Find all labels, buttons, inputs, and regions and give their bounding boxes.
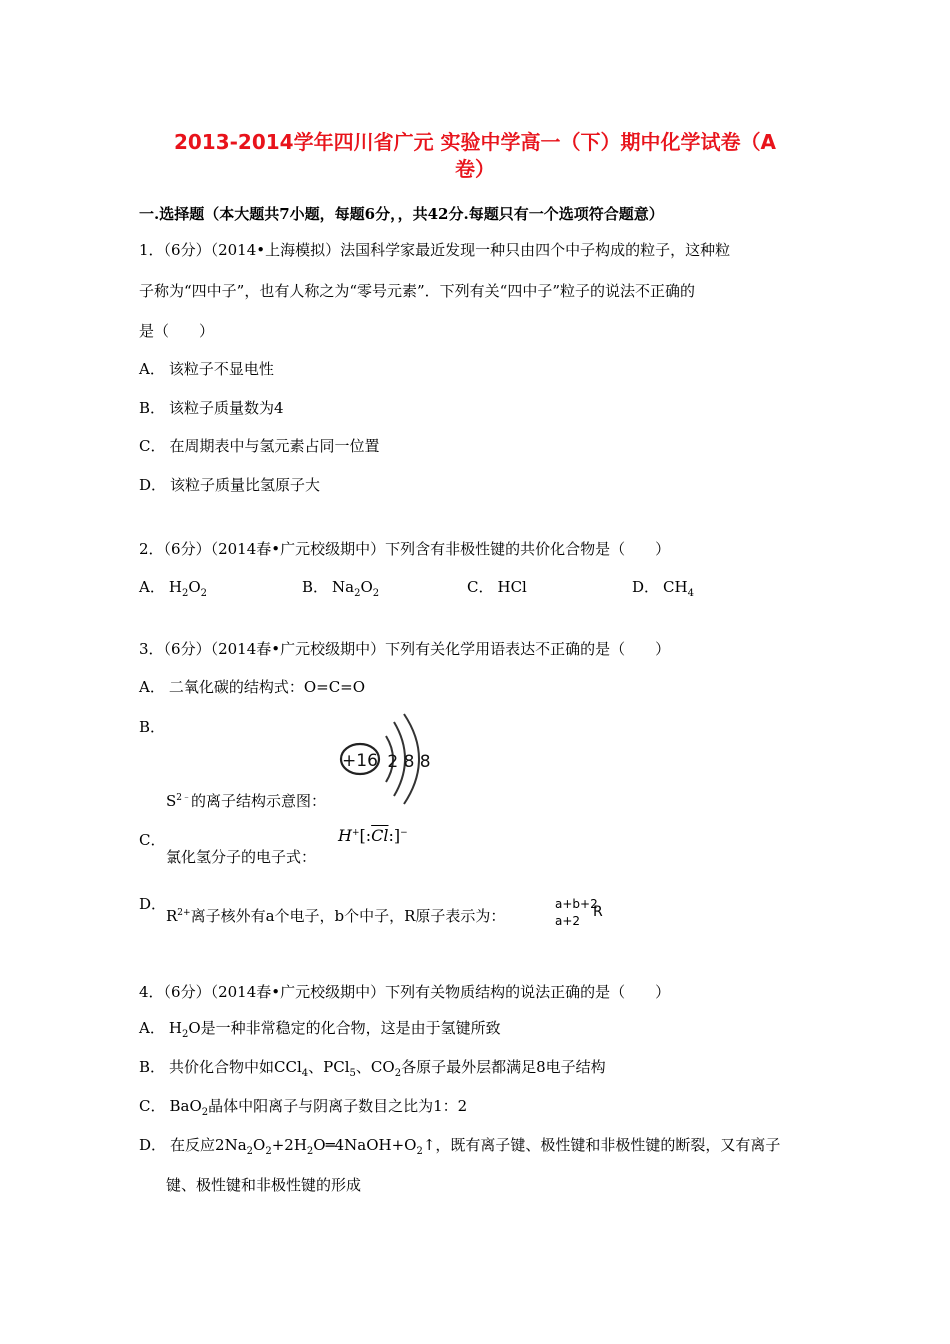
q2-stem: 2．（6分）（2014春•广元校级期中）下列含有非极性键的共价化合物是（ ）: [139, 540, 671, 558]
option-label: B．: [139, 1058, 166, 1076]
option-text: 在反应2Na: [170, 1136, 247, 1154]
option-label: A．: [139, 678, 165, 696]
option-label: D．: [632, 578, 660, 596]
subscript: 2: [181, 1029, 189, 1040]
q3-option-d-text: [166, 905, 505, 926]
element-symbol: H: [168, 578, 182, 596]
q2-option-d: [632, 576, 694, 597]
q2-option-c: [467, 576, 527, 597]
option-text: 、CO: [355, 1058, 395, 1076]
element-symbol: H: [168, 1019, 182, 1037]
element-symbol: S: [166, 792, 177, 810]
subscript: 2: [354, 588, 361, 599]
option-text: 的离子结构示意图：: [191, 792, 327, 810]
q4-option-c: [139, 1095, 467, 1116]
exam-title-line2: 卷）: [455, 157, 495, 181]
q1-stem-line3: 是（ ）: [139, 322, 215, 340]
subscript: 2: [394, 1068, 402, 1079]
ion-charge: −: [400, 828, 408, 838]
q4-stem: 4．（6分）（2014春•广元校级期中）下列有关物质结构的说法正确的是（ ）: [139, 983, 671, 1001]
subscript: 2: [306, 1146, 314, 1157]
subscript: 4: [301, 1068, 309, 1079]
q1-stem-line1: 1．（6分）（2014•上海模拟）法国科学家最近发现一种只由四个中子构成的粒子，这种粒: [139, 241, 731, 259]
option-text: 该粒子质量比氢原子大: [170, 476, 321, 494]
subscript: 2: [416, 1146, 423, 1157]
q1-option-c: [139, 435, 380, 456]
q1-option-d: [139, 474, 320, 495]
option-label: D．: [139, 476, 167, 494]
option-label: C．: [139, 437, 166, 455]
q3-option-c-label: C．: [139, 831, 166, 849]
option-text: 在周期表中与氢元素占同一位置: [169, 437, 380, 455]
option-label: C．: [467, 578, 494, 596]
option-label: B．: [302, 578, 329, 596]
element-symbol: Na: [332, 578, 355, 596]
element-symbol: R: [166, 907, 178, 925]
option-text: 二氧化碳的结构式：O=C=O: [168, 678, 366, 696]
electron-shell-counts: 2 8 8: [387, 752, 431, 772]
subscript: 2: [200, 588, 207, 599]
q4-option-b: [139, 1056, 606, 1077]
element-symbol: CH: [663, 578, 688, 596]
option-text: O是一种非常稳定的化合物，这是由于氢键所致: [188, 1019, 501, 1037]
nucleus-charge: +16: [342, 751, 378, 771]
q4-option-d-line2: 键、极性键和非极性键的形成: [166, 1176, 362, 1194]
q4-option-d: [139, 1134, 780, 1155]
q2-option-a: [139, 576, 207, 597]
q3-stem: 3．（6分）（2014春•广元校级期中）下列有关化学用语表达不正确的是（ ）: [139, 640, 671, 658]
ion-charge: +: [351, 828, 360, 838]
option-text: HCl: [497, 578, 527, 596]
section-heading: 一.选择题（本大题共7小题，每题6分，，共42分.每题只有一个选项符合题意）: [139, 205, 664, 223]
subscript: 2: [181, 588, 189, 599]
ion-charge: 2+: [177, 908, 191, 918]
option-label: B．: [139, 399, 166, 417]
q3-option-b-text: [166, 790, 326, 811]
option-text: O: [253, 1136, 266, 1154]
nuclide-mass-number: a+b+2: [555, 897, 598, 911]
q2-option-b: [302, 576, 379, 597]
option-label: A．: [139, 360, 165, 378]
option-label: D．: [139, 1136, 167, 1154]
nuclide-atomic-number: a+2: [555, 914, 581, 928]
q3-option-c-text: 氯化氢分子的电子式：: [166, 848, 317, 866]
exam-title-line1: 2013-2014学年四川省广元 实验中学高一（下）期中化学试卷（A: [173, 130, 777, 154]
option-text: 、PCl: [308, 1058, 350, 1076]
option-text: 共价化合物中如CCl: [169, 1058, 302, 1076]
q1-option-a: [139, 358, 274, 379]
sulfide-ion-structure-diagram: [338, 708, 448, 808]
subscript: 2: [246, 1146, 254, 1157]
q3-option-a: [139, 676, 365, 697]
option-text: BaO: [169, 1097, 202, 1115]
option-text: 各原子最外层都满足8电子结构: [401, 1058, 606, 1076]
subscript: 2: [265, 1146, 272, 1157]
q3-option-d-label: D．: [139, 895, 167, 913]
option-text: ↑，既有离子键、极性键和非极性键的断裂，又有离子: [422, 1136, 781, 1154]
element-symbol: H: [338, 826, 352, 845]
option-label: A．: [139, 1019, 165, 1037]
subscript: 5: [349, 1068, 356, 1079]
option-text: +2H: [271, 1136, 307, 1154]
subscript: 4: [687, 588, 694, 599]
bracket-close: :]: [388, 826, 401, 845]
option-label: C．: [139, 1097, 166, 1115]
bracket-open: [:: [359, 826, 372, 845]
option-text: 离子核外有a个电子，b个中子，R原子表示为：: [190, 907, 506, 925]
option-label: A．: [139, 578, 165, 596]
option-text: O═4NaOH+O: [313, 1136, 417, 1154]
ion-charge: 2﹣: [176, 793, 192, 803]
element-symbol: O: [360, 578, 373, 596]
subscript: 2: [372, 588, 380, 599]
option-text: 该粒子不显电性: [168, 360, 274, 378]
option-text: 该粒子质量数为4: [169, 399, 284, 417]
q3-option-b-label: B．: [139, 718, 166, 736]
element-symbol: $\overline{Cl}$: [371, 826, 389, 845]
option-text: 晶体中阳离子与阴离子数目之比为1：2: [208, 1097, 468, 1115]
q1-stem-line2: 子称为“四中子”，也有人称之为“零号元素”．下列有关“四中子”粒子的说法不正确的: [139, 282, 696, 300]
hcl-electron-formula: [338, 826, 408, 845]
q1-option-b: [139, 397, 284, 418]
element-symbol: O: [188, 578, 201, 596]
nuclide-symbol: R: [593, 904, 603, 920]
subscript: 2: [201, 1107, 209, 1118]
q4-option-a: [139, 1017, 501, 1038]
